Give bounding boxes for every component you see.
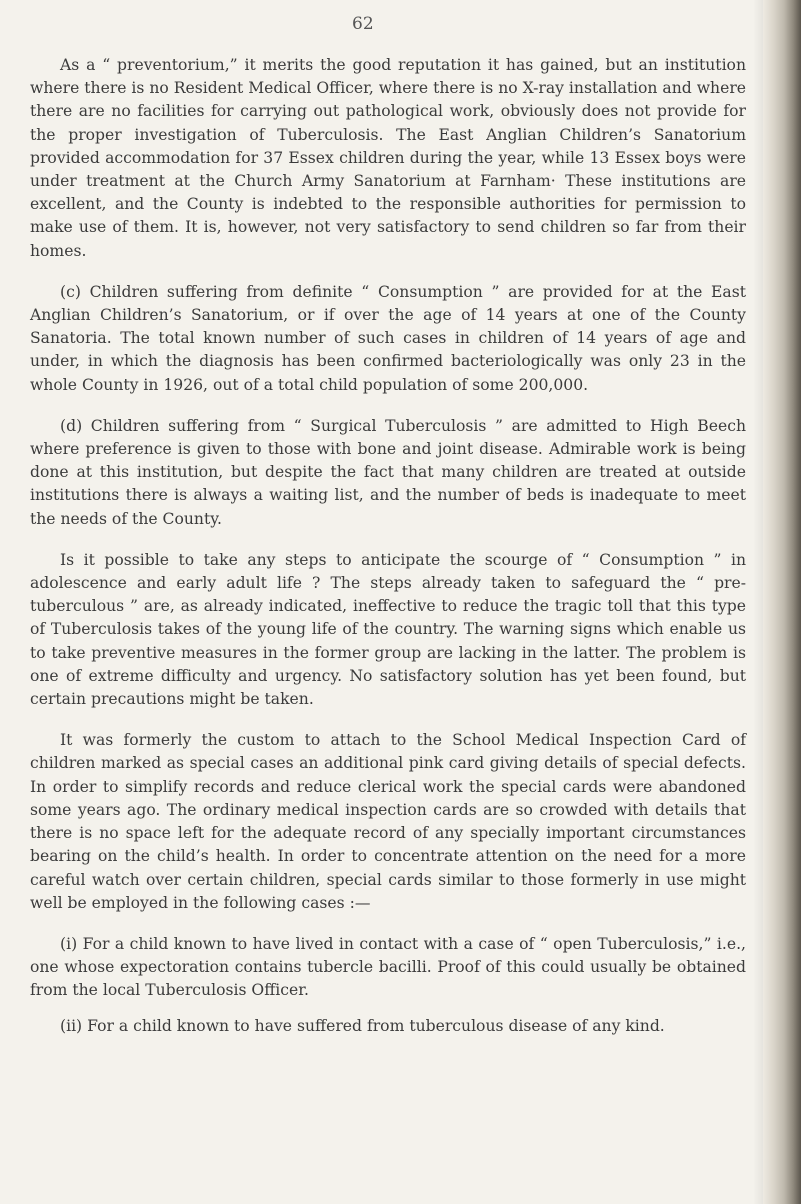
list-item-i: (i) For a child known to have lived in contact with a case of “ open Tuberculosis,” i.e., one whose expectoration contains tubercle bacilli. Proof of this could usually be obtained from the local Tuberculosis Officer. [30, 934, 746, 1000]
document-body [30, 54, 746, 1050]
paragraph-c-consumption: (c) Children suffering from definite “ Consumption ” are provided for at the East Anglian Children’s Sanatorium, or if over the age of 14 years at one of the County Sanatoria. The total known number of such cases in children of 14 years of age and under, in which the diagnosis has been confirmed bacteriologically was only 23 in the whole County in 1926, out of a total child population of some 200,000. [30, 282, 746, 394]
paragraph-d-surgical-tuberculosis: (d) Children suffering from “ Surgical Tuberculosis ” are admitted to High Beech where preference is given to those with bone and joint disease. Admirable work is being done at this institution, but despite the fact that many children are treated at outside institutions there is always a waiting list, and the number of beds is inadequate to meet the needs of the County. [30, 416, 746, 528]
page-number: 62 [352, 14, 374, 34]
paragraph-adolescence: Is it possible to take any steps to anticipate the scourge of “ Consumption ” in adolescence and early adult life ? The steps already taken to safeguard the “ pre-tuberculous ” are, as already indicated, ineffective to reduce the tragic toll that this type of Tuberculosis takes of the young life of the country. The warning signs which enable us to take preventive measures in the former group are lacking in the latter. The problem is one of extreme difficulty and urgency. No satisfactory solution has yet been found, but certain precautions might be taken. [30, 550, 746, 709]
book-binding-edge [763, 0, 801, 1204]
paragraph-preventorium: As a “ preventorium,” it merits the good reputation it has gained, but an institution where there is no Resident Medical Officer, where there is no X-ray installation and where there are no facilities for carrying out pathological work, obviously does not provide for the proper investigation of Tuberculosis. The East Anglian Children’s Sanatorium provided accommodation for 37 Essex children during the year, while 13 Essex boys were under treatment at the Church Army Sanatorium at Farnham· These institutions are excellent, and the County is indebted to the responsible authorities for permission to make use of them. It is, however, not very satisfactory to send children so far from their homes. [30, 56, 747, 260]
page-shadow [753, 0, 763, 1204]
list-item-ii: (ii) For a child known to have suffered from tuberculous disease of any kind. [60, 1016, 665, 1035]
paragraph-special-cards: It was formerly the custom to attach to the School Medical Inspection Card of children marked as special cases an additional pink card giving details of special defects. In order to simplify records and reduce clerical work the special cards were abandoned some years ago. The ordinary medical inspection cards are so crowded with details that there is no space left for the adequate record of any specially important circumstances bearing on the child’s health. In order to concentrate attention on the need for a more careful watch over certain children, special cards similar to those formerly in use might well be employed in the following cases :— [30, 731, 746, 912]
